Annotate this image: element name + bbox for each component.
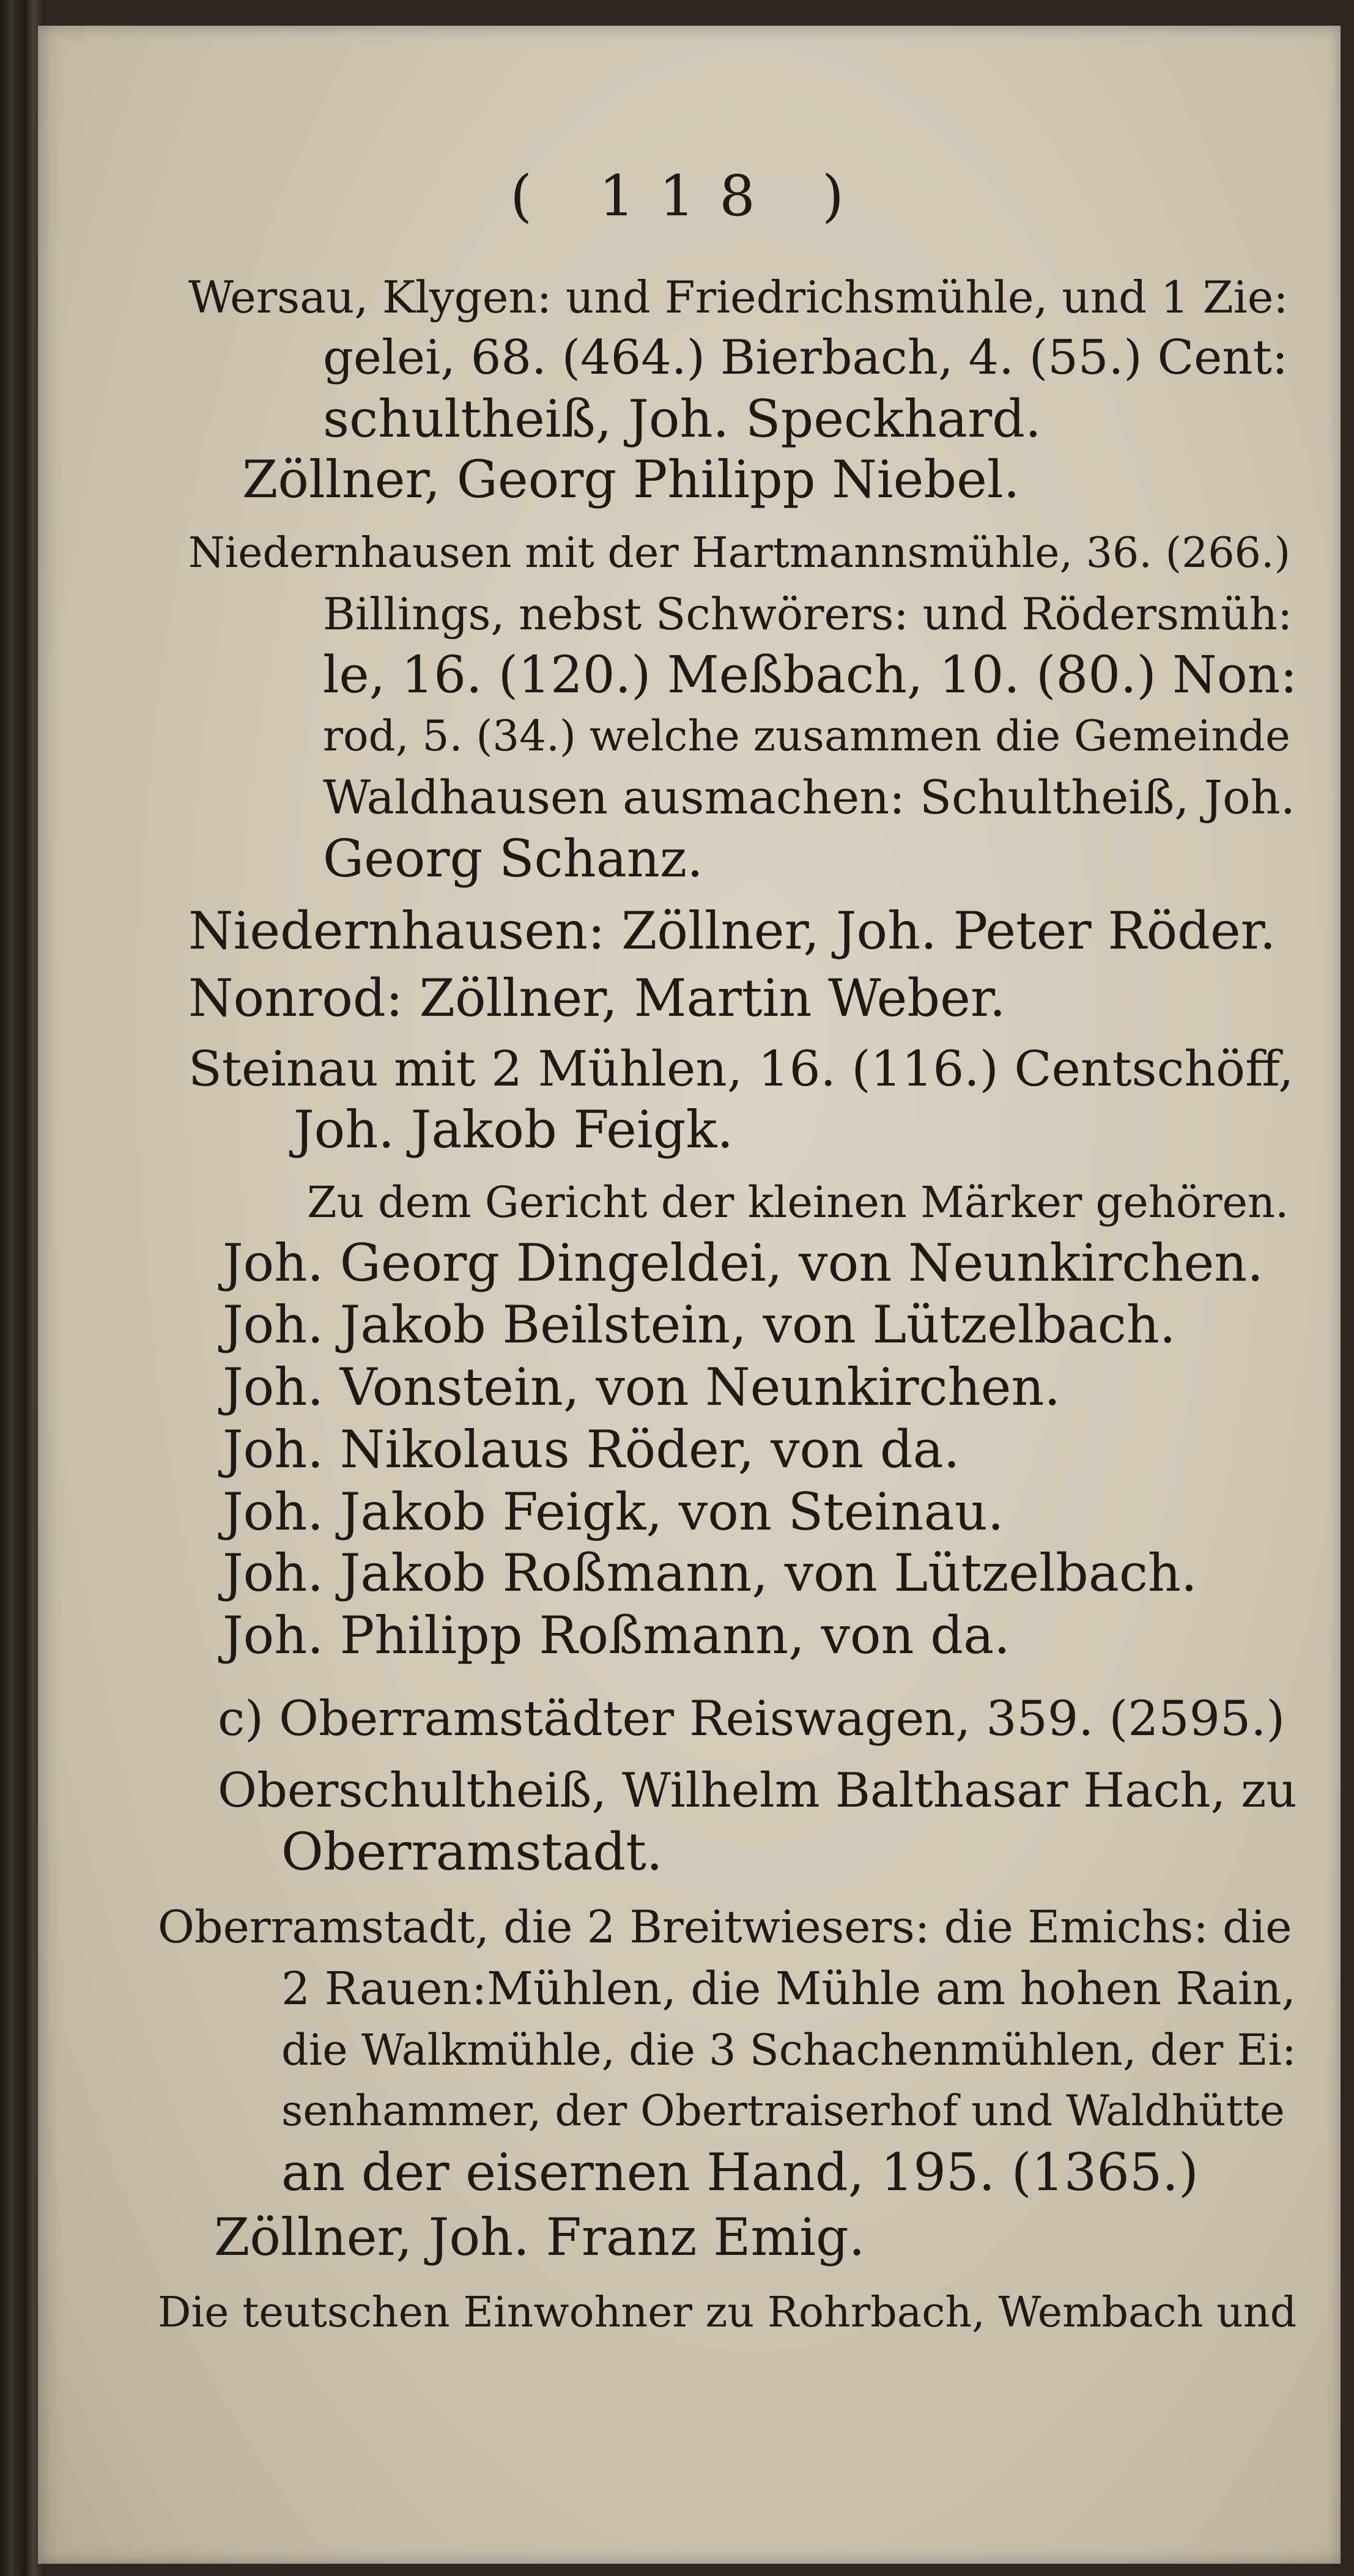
page xyxy=(38,26,1341,2564)
text-line: Joh. Nikolaus Röder, von da. xyxy=(223,1419,960,1479)
text-line: Waldhausen ausmachen: Schultheiß, Joh. xyxy=(323,770,1295,824)
text-line: schultheiß, Joh. Speckhard. xyxy=(323,389,1041,449)
text-line: rod, 5. (34.) welche zusammen die Gemeinde xyxy=(323,712,1290,761)
text-line: Steinau mit 2 Mühlen, 16. (116.) Centschöff, xyxy=(188,1040,1294,1097)
text-line: Joh. Georg Dingeldei, von Neunkirchen. xyxy=(223,1233,1263,1293)
text-line: Niedernhausen mit der Hartmannsmühle, 36. (266.) xyxy=(188,529,1290,577)
text-line: Wersau, Klygen: und Friedrichsmühle, und 1 Zie: xyxy=(188,272,1289,323)
text-line: Zöllner, Georg Philipp Niebel. xyxy=(242,450,1020,509)
page-number: ( 118 ) xyxy=(510,163,868,229)
text-line: Joh. Vonstein, von Neunkirchen. xyxy=(223,1357,1061,1417)
text-line: Joh. Philipp Roßmann, von da. xyxy=(223,1605,1010,1665)
text-line: an der eisernen Hand, 195. (1365.) xyxy=(281,2142,1199,2202)
text-line: Oberschultheiß, Wilhelm Balthasar Hach, zu xyxy=(218,1763,1297,1818)
text-line: gelei, 68. (464.) Bierbach, 4. (55.) Cent: xyxy=(323,330,1289,385)
text-line: 2 Rauen:Mühlen, die Mühle am hohen Rain, xyxy=(281,1963,1296,2015)
text-line: Niedernhausen: Zöllner, Joh. Peter Röder. xyxy=(188,901,1276,961)
text-line: Joh. Jakob Feigk, von Steinau. xyxy=(223,1482,1004,1542)
text-line: Joh. Jakob Beilstein, von Lützelbach. xyxy=(223,1295,1176,1355)
text-line: Joh. Jakob Roßmann, von Lützelbach. xyxy=(223,1543,1197,1603)
text-line: Oberramstadt. xyxy=(281,1822,663,1882)
text-line: Georg Schanz. xyxy=(323,829,703,889)
section-heading: c) Oberramstädter Reiswagen, 359. (2595.) xyxy=(218,1690,1286,1747)
text-line: die Walkmühle, die 3 Schachenmühlen, der Ei: xyxy=(281,2025,1297,2075)
text-line: Zöllner, Joh. Franz Emig. xyxy=(214,2207,865,2267)
text-line: Joh. Jakob Feigk. xyxy=(294,1100,734,1160)
text-line: Die teutschen Einwohner zu Rohrbach, Wembach und xyxy=(158,2289,1297,2337)
text-line: le, 16. (120.) Meßbach, 10. (80.) Non: xyxy=(323,645,1298,705)
text-line: Billings, nebst Schwörers: und Rödersmüh: xyxy=(323,588,1293,640)
section-heading: Zu dem Gericht der kleinen Märker gehören. xyxy=(307,1177,1289,1227)
text-line: Nonrod: Zöllner, Martin Weber. xyxy=(188,968,1006,1028)
text-line: Oberramstadt, die 2 Breitwiesers: die Emichs: die xyxy=(158,1901,1292,1953)
text-line: senhammer, der Obertraiserhof und Waldhütte xyxy=(281,2087,1285,2136)
